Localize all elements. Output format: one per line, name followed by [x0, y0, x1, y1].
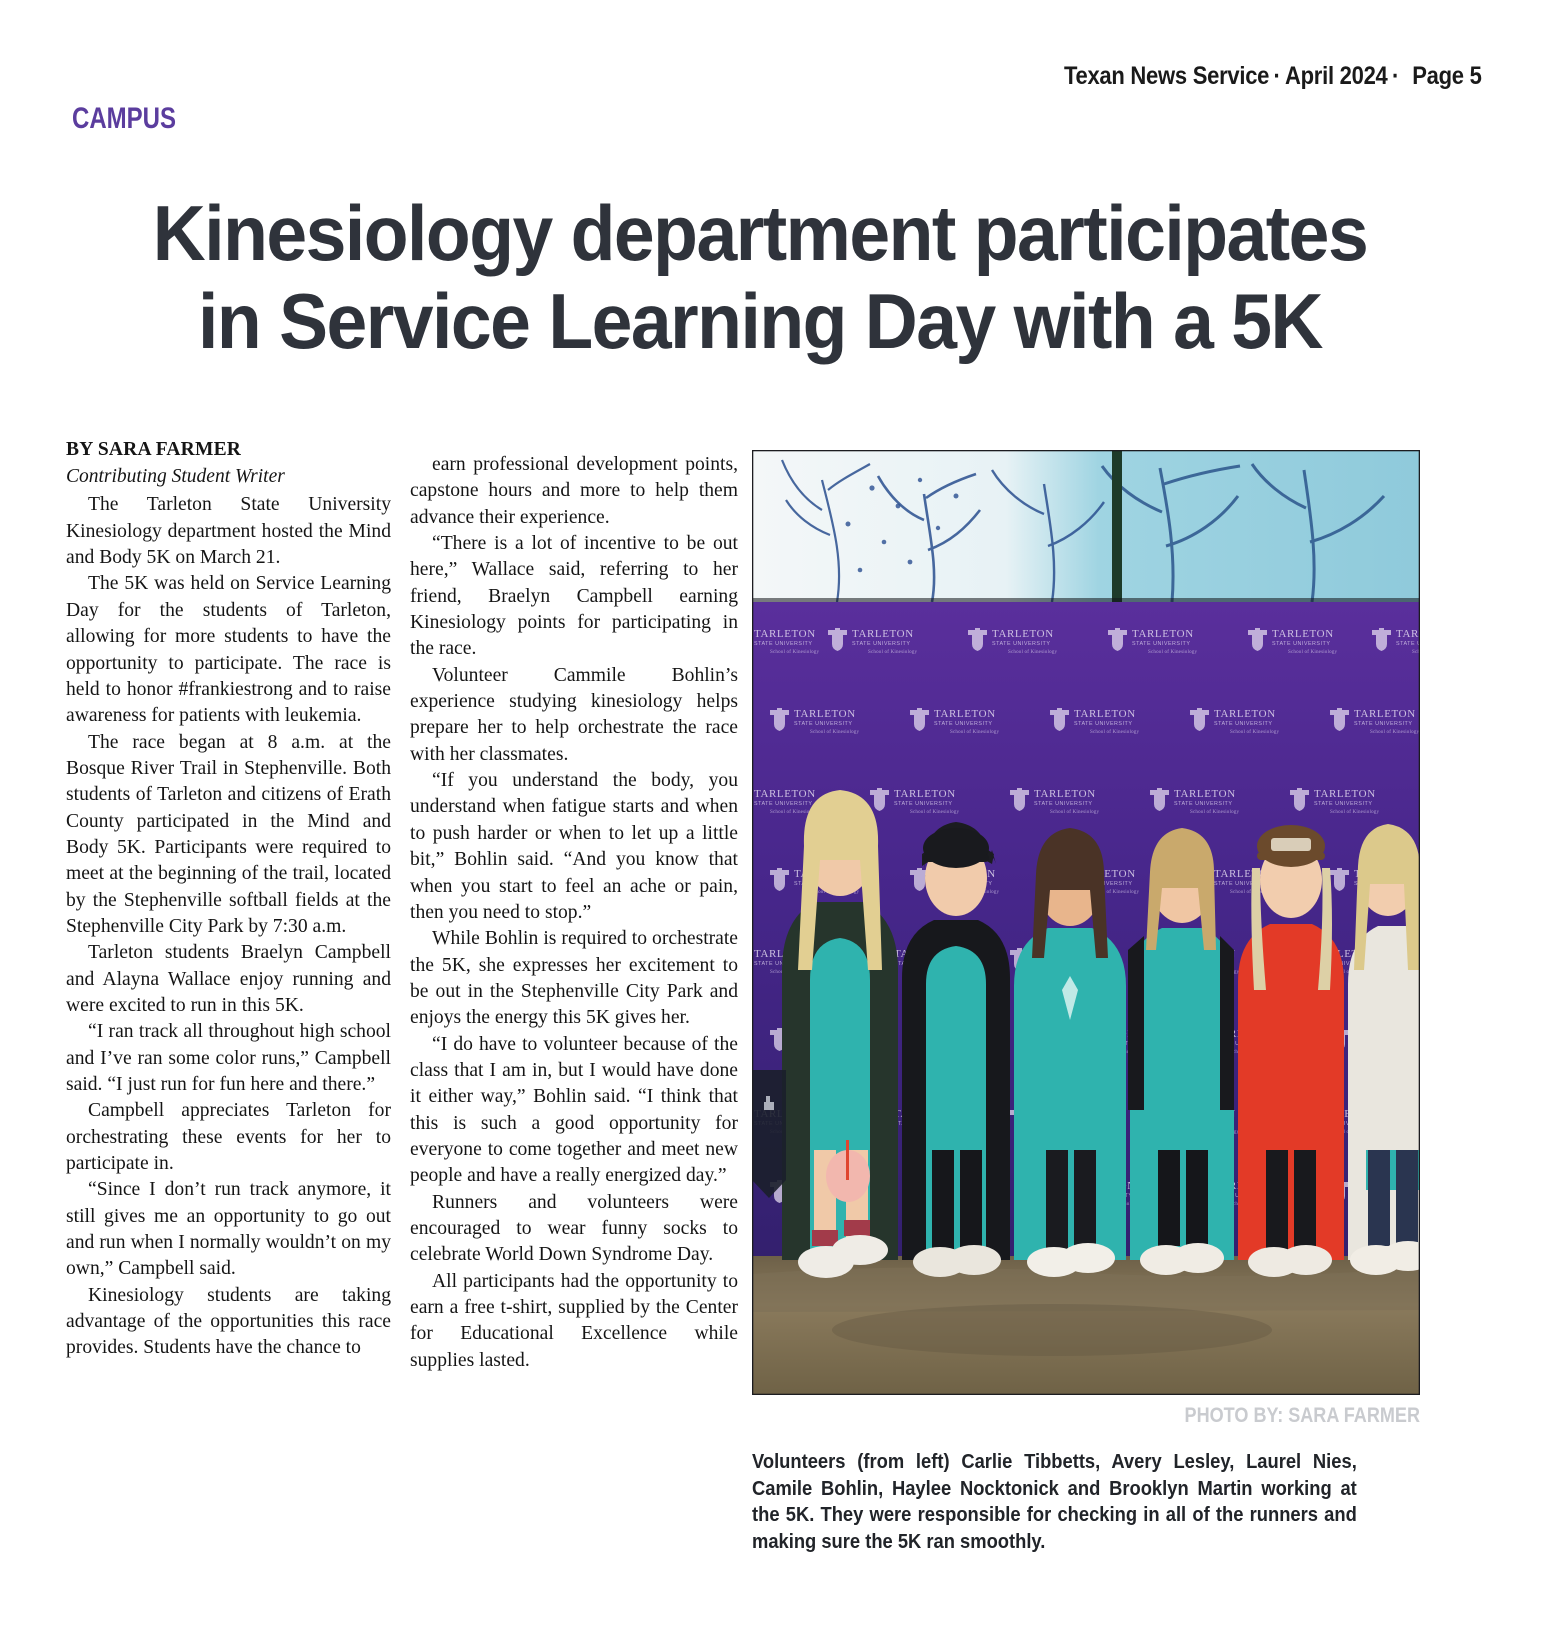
article-paragraph: Runners and volunteers were encouraged to wear funny socks to celebrate World Down Syndrome Day. — [410, 1191, 738, 1266]
byline-author: BY SARA FARMER — [66, 439, 242, 460]
masthead-separator-1: · — [1273, 62, 1282, 90]
masthead-page-number: Page 5 — [1412, 62, 1482, 90]
masthead-publication: Texan News Service — [1064, 62, 1270, 90]
photo-caption: Volunteers (from left) Carlie Tibbetts, Avery Lesley, Laurel Nies, Camile Bohlin, Haylee Nocktonick and Brooklyn Martin working at the 5K. They were responsible for checking in all of the runners and making sure the 5K ran smoothly. — [752, 1451, 1357, 1553]
article-column-1-body — [66, 492, 391, 1361]
article-paragraph: Volunteer Cammile Bohlin’s experience studying kinesiology helps prepare her to help orchestrate the race with her classmates. — [410, 664, 738, 765]
article-column-1 — [66, 437, 391, 1362]
article-paragraph: earn professional development points, capstone hours and more to help them advance their experience. — [410, 454, 738, 528]
article-column-2-body — [410, 452, 738, 1374]
masthead — [1064, 62, 1482, 91]
photo-credit: PHOTO BY: SARA FARMER — [1184, 1404, 1420, 1427]
article-paragraph: Campbell appreciates Tarleton for orchestrating these events for her to participate in. — [66, 1100, 391, 1175]
article-column-2 — [410, 452, 738, 1374]
article-paragraph: “There is a lot of incentive to be out here,” Wallace said, referring to her friend, Braelyn Campbell earning Kinesiology points for participating in the race. — [410, 533, 738, 660]
article-paragraph: Tarleton students Braelyn Campbell and Alayna Wallace enjoy running and were excited to run in this 5K. — [66, 942, 391, 1016]
article-paragraph: The 5K was held on Service Learning Day for the students of Tarleton, allowing for more students to have the opportunity to participate. The race is held to honor #frankiestrong and to raise awareness for patients with leukemia. — [66, 573, 391, 727]
article-photo — [752, 450, 1420, 1395]
person-6 — [1348, 824, 1420, 1275]
masthead-separator-2: · — [1392, 62, 1400, 90]
person-5 — [1238, 825, 1344, 1277]
article-paragraph: While Bohlin is required to orchestrate the 5K, she expresses her excitement to be out in the Stephenville City Park and enjoys the energy this 5K gives her. — [410, 928, 738, 1029]
article-paragraph: Kinesiology students are taking advantage of the opportunities this race provides. Students have the chance to — [66, 1284, 391, 1359]
photo-illustration — [752, 450, 1420, 1395]
article-paragraph: “If you understand the body, you understand when fatigue starts and when to push harder or when to let up a little bit,” Bohlin said. “And you know that when you start to feel an ache or pain, then you need to stop.” — [410, 770, 738, 923]
article-paragraph: “Since I don’t run track anymore, it still gives me an opportunity to go out and run when I normally wouldn’t on my own,” Campbell said. — [66, 1179, 391, 1280]
article-paragraph: The Tarleton State University Kinesiology department hosted the Mind and Body 5K on March 21. — [66, 494, 391, 569]
article-paragraph: All participants had the opportunity to earn a free t-shirt, supplied by the Center for Educational Excellence while supplies lasted. — [410, 1270, 738, 1371]
article-paragraph: “I ran track all throughout high school and I’ve ran some color runs,” Campbell said. “I just run for fun here and there.” — [66, 1021, 391, 1095]
masthead-date: April 2024 — [1285, 62, 1388, 90]
section-kicker: CAMPUS — [72, 102, 177, 135]
page-title: Kinesiology department participates in Service Learning Day with a 5K — [152, 189, 1368, 365]
article-paragraph: “I do have to volunteer because of the class that I am in, but I would have done it either way,” Bohlin said. “I think that this is such a good opportunity for everyone to come together and meet new people and have a really energized day.” — [410, 1033, 738, 1187]
article-paragraph: The race began at 8 a.m. at the Bosque River Trail in Stephenville. Both students of Tarleton and citizens of Erath County participated in the Mind and Body 5K. Participants were required to meet at the beginning of the trail, located by the Stephenville softball fields at the Stephenville City Park by 7:30 a.m. — [66, 731, 391, 937]
byline-role: Contributing Student Writer — [66, 466, 285, 488]
